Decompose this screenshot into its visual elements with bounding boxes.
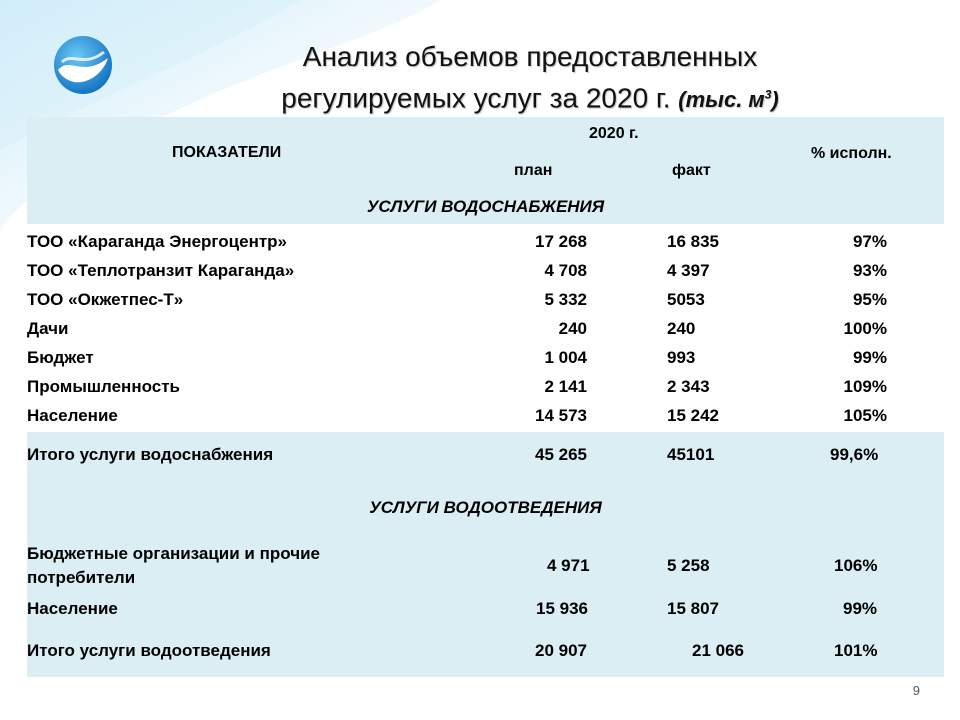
water-section-title: УСЛУГИ ВОДОСНАБЖЕНИЯ: [366, 197, 605, 216]
row-name: ТОО «Караганда Энергоцентр»: [27, 232, 288, 251]
row-fact: 2 343: [667, 377, 710, 396]
row-fact: 15 807: [667, 599, 719, 618]
row-fact: 15 242: [667, 406, 719, 425]
header-indicators: ПОКАЗАТЕЛИ: [172, 144, 282, 161]
row-name: Дачи: [27, 319, 69, 338]
row-name: ТОО «Окжетпес-Т»: [27, 290, 184, 309]
row-name: Население: [27, 406, 118, 425]
company-logo: [52, 34, 114, 96]
row-plan: 4 971: [547, 556, 590, 575]
waste-section-title: УСЛУГИ ВОДООТВЕДЕНИЯ: [369, 498, 602, 517]
row-plan: 4 708: [544, 261, 587, 280]
header-fact: факт: [672, 162, 711, 179]
title-unit: [678, 87, 778, 112]
row-name: ТОО «Теплотранзит Караганда»: [27, 261, 295, 280]
title-unit-open: (тыс. м: [678, 87, 765, 113]
row-plan: 1 004: [544, 348, 587, 367]
row-fact: 993: [667, 348, 696, 367]
row-name: Итого услуги водоснабжения: [27, 445, 274, 464]
row-plan: 17 268: [535, 232, 587, 251]
row-plan: 20 907: [535, 641, 587, 660]
row-name-line-1: Бюджетные организации и прочие: [27, 544, 320, 563]
row-pct: 106%: [834, 556, 878, 575]
water-total-band: [27, 432, 944, 653]
row-name: Промышленность: [27, 377, 180, 396]
row-name: Население: [27, 599, 118, 618]
row-plan: 5 332: [544, 290, 587, 309]
row-name: Итого услуги водоотведения: [27, 641, 271, 660]
row-plan: 15 936: [536, 599, 588, 618]
row-pct: 99,6%: [830, 445, 879, 464]
header-plan: план: [514, 162, 553, 179]
row-plan: 240: [558, 319, 587, 338]
row-plan: 14 573: [535, 406, 587, 425]
row-pct: 105%: [843, 406, 887, 425]
row-fact: 4 397: [667, 261, 710, 280]
row-pct: 95%: [852, 290, 887, 309]
row-pct: 99%: [852, 348, 887, 367]
row-pct: 100%: [843, 319, 887, 338]
title-line-1: Анализ объемов предоставленных: [302, 41, 758, 72]
row-fact: 45101: [667, 445, 715, 464]
row-pct: 93%: [852, 261, 887, 280]
row-fact: 5 258: [667, 556, 710, 575]
header-percent: % исполн.: [811, 145, 892, 162]
row-name: Бюджет: [27, 348, 94, 367]
row-plan: 2 141: [544, 377, 587, 396]
row-fact: 240: [667, 319, 696, 338]
title-line-2: [150, 76, 910, 119]
row-pct: 101%: [834, 641, 878, 660]
row-fact: 21 066: [692, 641, 744, 660]
page-number: 9: [912, 683, 920, 698]
header-year: 2020 г.: [589, 125, 639, 142]
row-fact: 16 835: [667, 232, 719, 251]
title-unit-sup: 3: [764, 88, 772, 102]
row-plan: 45 265: [535, 445, 587, 464]
row-pct: 99%: [843, 599, 878, 618]
slide-title: [150, 38, 910, 119]
title-line-2-text: регулируемых услуг за 2020 г.: [281, 82, 679, 114]
table-row: [27, 544, 944, 588]
row-name-line-2: потребители: [27, 568, 136, 587]
title-unit-close: ): [771, 87, 779, 113]
row-fact: 5053: [667, 290, 705, 309]
row-pct: 109%: [843, 377, 887, 396]
row-pct: 97%: [852, 232, 887, 251]
